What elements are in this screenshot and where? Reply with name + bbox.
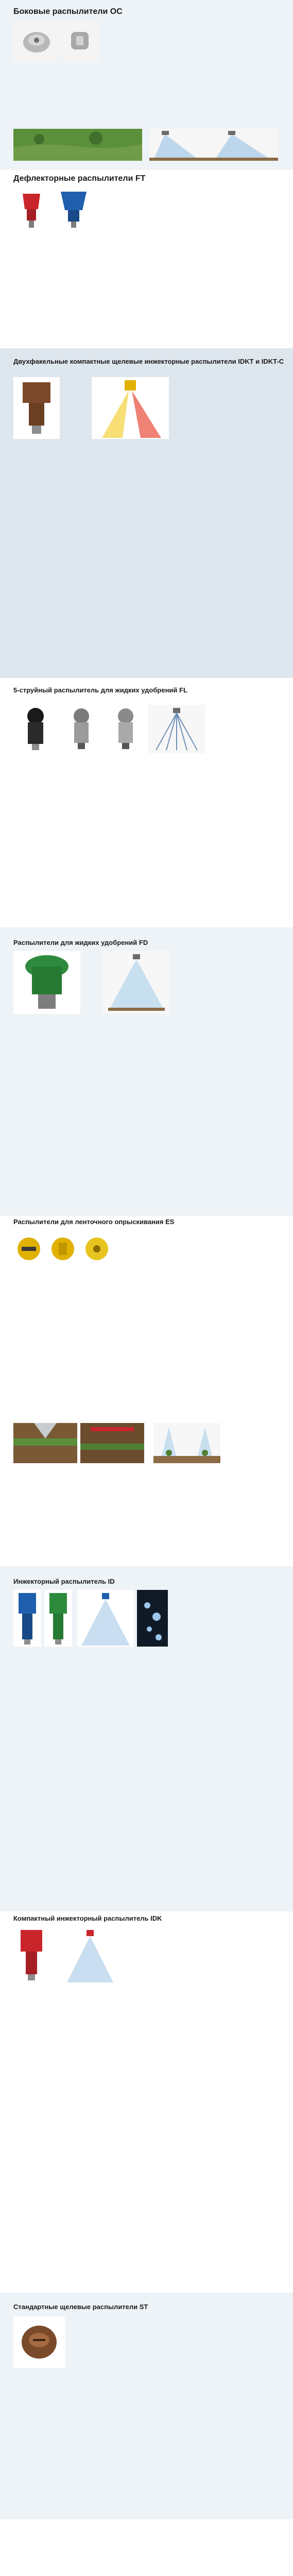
id-spray-photo: [77, 1590, 134, 1647]
oc-field-photo: [13, 129, 142, 161]
section-oc-title: Боковые распылители OC: [13, 7, 123, 16]
ft-nozzle-red-photo: [13, 187, 49, 231]
fd-nozzle-photo: [13, 951, 80, 1014]
id-droplet-photo: [137, 1590, 168, 1647]
fl-nozzle-photo-3: [105, 705, 146, 753]
section-es-title: Распылители для ленточного опрыскивания ES: [13, 1218, 175, 1226]
idkt-nozzle-photo: [13, 377, 60, 439]
oc-nozzle-photo-2: [61, 21, 99, 62]
id-nozzle-photo-2: [44, 1590, 72, 1647]
section-ft: [0, 174, 293, 349]
section-es: [0, 1216, 293, 1566]
id-nozzle-photo-1: [13, 1590, 41, 1647]
section-idk-title: Компактный инжекторный распылитель IDK: [13, 1914, 162, 1922]
section-idkt: [0, 348, 293, 678]
section-fl-title: 5-струйный распылитель для жидких удобрений FL: [13, 686, 187, 694]
section-id-title: Инжекторный распылитель ID: [13, 1578, 115, 1585]
section-st: [0, 2293, 293, 2519]
st-nozzle-photo: [13, 2316, 65, 2368]
idk-nozzle-photo-red: [13, 1927, 49, 1984]
idk-spray-photo: [62, 1927, 118, 1984]
es-nozzle-photo-3: [81, 1231, 112, 1267]
section-fl: [0, 682, 293, 960]
fl-nozzle-photo-1: [13, 705, 58, 753]
section-ft-title: Дефлекторные распылители FT: [13, 174, 146, 183]
section-st-title: Стандартные щелевые распылители ST: [13, 2303, 148, 2311]
fd-spray-diagram: [103, 951, 170, 1014]
section-fd: [0, 927, 293, 1216]
oc-spray-diagram: [149, 129, 278, 161]
es-nozzle-photo-2: [47, 1231, 78, 1267]
es-nozzle-photo-1: [13, 1231, 44, 1267]
idkt-spray-photo: [92, 377, 169, 439]
section-idk: [0, 1911, 293, 2293]
oc-nozzle-photo: [13, 21, 60, 62]
section-oc: [0, 0, 293, 170]
es-band-photo-2: [80, 1423, 144, 1463]
section-idkt-title: Двухфакельные компактные щелевые инжекторные распылители IDKT и IDKT-C: [13, 358, 284, 365]
section-id: [0, 1566, 293, 1911]
es-band-diagram: [153, 1423, 220, 1463]
fl-nozzle-photo-2: [61, 705, 102, 753]
es-band-photo-1: [13, 1423, 77, 1463]
ft-nozzle-blue-photo: [50, 187, 97, 231]
fl-spray-diagram: [148, 705, 205, 753]
section-fd-title: Распылители для жидких удобрений FD: [13, 939, 148, 946]
